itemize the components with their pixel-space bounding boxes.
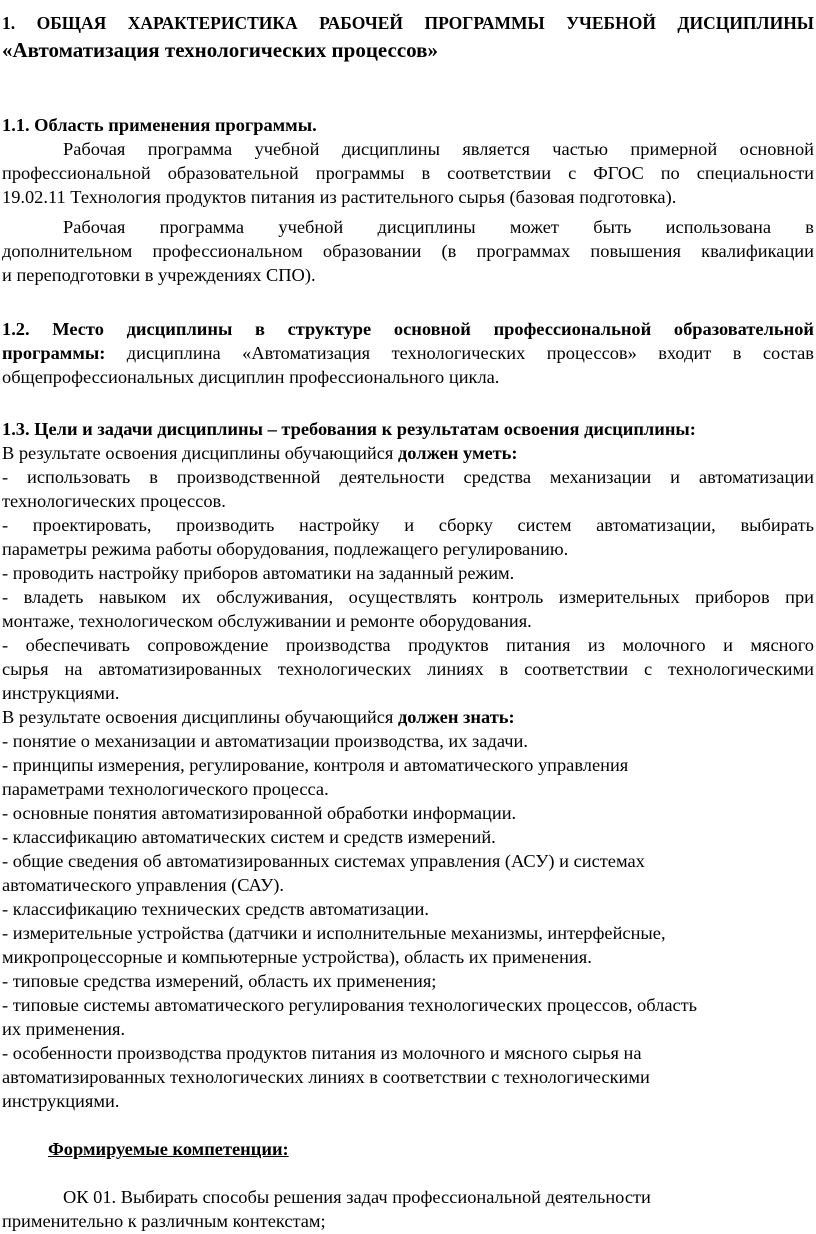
know-line: параметрами технологического процесса. <box>2 779 329 799</box>
know-intro <box>2 706 816 730</box>
know-line: - классификацию автоматических систем и средств измерений. <box>2 827 496 847</box>
s1-p2-line3: и переподготовки в учреждениях СПО). <box>2 265 316 285</box>
know-line: - основные понятия автоматизированной обработки информации. <box>2 803 517 823</box>
s1-p1-line2: профессиональной образовательной программы в соответствии с ФГОС по специальности <box>2 163 814 183</box>
section-1-1-title: 1.1. Область применения программы. <box>2 115 317 135</box>
s2-bold-word: программы: <box>2 343 106 363</box>
doc-header-line2: «Автоматизация технологических процессов» <box>2 38 438 62</box>
know-intro-text: В результате освоения дисциплины обучающийся <box>2 707 398 727</box>
skill-line: параметры режима работы оборудования, подлежащего регулированию. <box>2 539 569 559</box>
s2-line2-rest: дисциплина «Автоматизация технологических процессов» входит в состав <box>105 343 814 363</box>
doc-header-line1: 1. ОБЩАЯ ХАРАКТЕРИСТИКА РАБОЧЕЙ ПРОГРАММЫ УЧЕБНОЙ ДИСЦИПЛИНЫ <box>2 13 814 33</box>
competencies-title: Формируемые компетенции: <box>48 1139 289 1159</box>
know-line: автоматического управления (САУ). <box>2 875 285 895</box>
skills-intro-bold: должен уметь: <box>397 443 518 463</box>
section-1-3-title: 1.3. Цели и задачи дисциплины – требования к результатам освоения дисциплины: <box>2 419 696 439</box>
skill-line: - проектировать, производить настройку и сборку систем автоматизации, выбирать <box>2 515 814 535</box>
skill-line: инструкциями. <box>2 683 120 703</box>
skill-line: монтаже, технологическом обслуживании и ремонте оборудования. <box>2 611 532 631</box>
s1-p1-line1: Рабочая программа учебной дисциплины является частью примерной основной <box>63 139 814 159</box>
ok01-line1: ОК 01. Выбирать способы решения задач профессиональной деятельности <box>63 1187 651 1207</box>
skill-line: - использовать в производственной деятельности средства механизации и автоматизации <box>2 467 814 487</box>
section-1-2-line2 <box>2 342 814 366</box>
know-line: микропроцессорные и компьютерные устройства), область их применения. <box>2 947 592 967</box>
s1-p2-line2: дополнительном профессиональном образовании (в программах повышения квалификации <box>2 241 814 261</box>
skill-line: сырья на автоматизированных технологических линиях в соответствии с технологическими <box>2 659 814 679</box>
skill-line: - владеть навыком их обслуживания, осуществлять контроль измерительных приборов при <box>2 587 814 607</box>
know-line: инструкциями. <box>2 1091 120 1111</box>
know-intro-bold: должен знать: <box>397 707 515 727</box>
know-line: автоматизированных технологических линиях в соответствии с технологическими <box>2 1067 650 1087</box>
skill-line: - обеспечивать сопровождение производства продуктов питания из молочного и мясного <box>2 635 814 655</box>
know-line: - понятие о механизации и автоматизации производства, их задачи. <box>2 731 528 751</box>
skills-intro <box>2 442 816 466</box>
section-1-2-line3: общепрофессиональных дисциплин профессионального цикла. <box>2 367 500 387</box>
ok01-line2: применительно к различным контекстам; <box>2 1211 326 1231</box>
skill-line: технологических процессов. <box>2 491 226 511</box>
know-line: - принципы измерения, регулирование, контроля и автоматического управления <box>2 755 629 775</box>
know-line: - измерительные устройства (датчики и исполнительные механизмы, интерфейсные, <box>2 923 666 943</box>
know-line: их применения. <box>2 1019 126 1039</box>
know-line: - типовые системы автоматического регулирования технологических процессов, область <box>2 995 698 1015</box>
s1-p2-line1: Рабочая программа учебной дисциплины может быть использована в <box>63 217 814 237</box>
skill-line: - проводить настройку приборов автоматики на заданный режим. <box>2 563 515 583</box>
know-line: - общие сведения об автоматизированных системах управления (АСУ) и системах <box>2 851 645 871</box>
know-line: - особенности производства продуктов питания из молочного и мясного сырья на <box>2 1043 642 1063</box>
section-1-2-title: 1.2. Место дисциплины в структуре основной профессиональной образовательной <box>2 319 814 339</box>
s1-p1-line3: 19.02.11 Технология продуктов питания из растительного сырья (базовая подготовка). <box>2 187 677 207</box>
know-line: - типовые средства измерений, область их применения; <box>2 971 437 991</box>
skills-intro-text: В результате освоения дисциплины обучающийся <box>2 443 398 463</box>
know-line: - классификацию технических средств автоматизации. <box>2 899 429 919</box>
